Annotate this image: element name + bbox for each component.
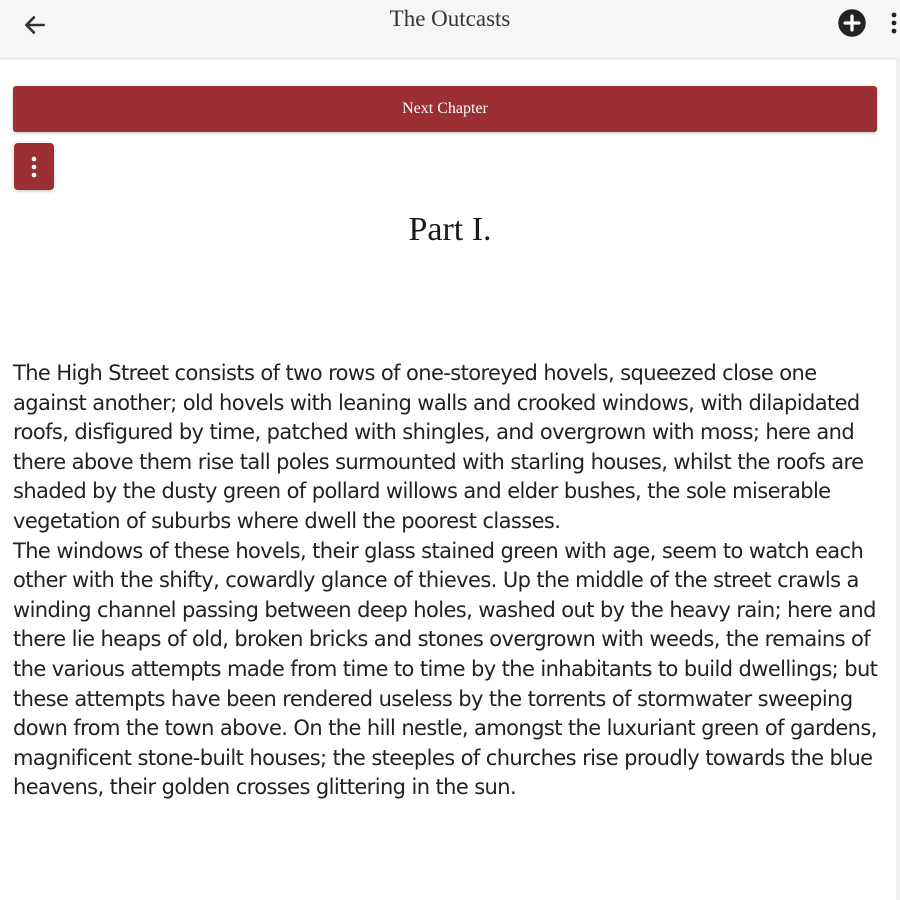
- back-button[interactable]: [18, 8, 52, 42]
- scrollbar-track[interactable]: [896, 58, 900, 900]
- more-vertical-icon: [30, 155, 38, 179]
- app-bar: [0, 0, 900, 59]
- more-vertical-icon: [890, 11, 898, 35]
- paragraph: The windows of these hovels, their glass stained green with age, seem to watch each other with the shifty, cowardly glance of thieves. Up the middle of the street crawls a winding channel passing between deep holes, washed out by the heavy rain; here and there lie heaps of old, broken bricks and stones overgrown with weeds, the remains of the various attempts made from time to time by the inhabitants to build dwellings; but these attempts have been rendered useless by the torrents of stormwater sweeping down from the town above. On the hill nestle, amongst the luxuriant green of gardens, magnificent stone-built houses; the steeples of churches rise proudly towards the blue heavens, their golden crosses glittering in the sun.: [13, 538, 878, 800]
- app-title: The Outcasts: [389, 6, 511, 31]
- overflow-menu-button[interactable]: [884, 6, 900, 40]
- arrow-left-icon: [22, 12, 48, 38]
- part-title: Part I.: [408, 211, 492, 248]
- plus-circle-icon: [837, 8, 867, 38]
- next-chapter-button[interactable]: Next Chapter: [13, 86, 877, 132]
- paragraph: The High Street consists of two rows of one-storeyed hovels, squeezed close one against another; old hovels with leaning walls and crooked windows, with dilapidated roofs, disfigured by time, patched with shingles, and overgrown with moss; here and there above them rise tall poles surmounted with starling houses, whilst the roofs are shaded by the dusty green of pollard willows and elder bushes, the sole miserable vegetation of suburbs where dwell the poorest classes.: [13, 361, 864, 533]
- add-button[interactable]: [835, 6, 869, 40]
- chapter-menu-button[interactable]: [14, 143, 54, 190]
- chapter-content: [13, 359, 891, 803]
